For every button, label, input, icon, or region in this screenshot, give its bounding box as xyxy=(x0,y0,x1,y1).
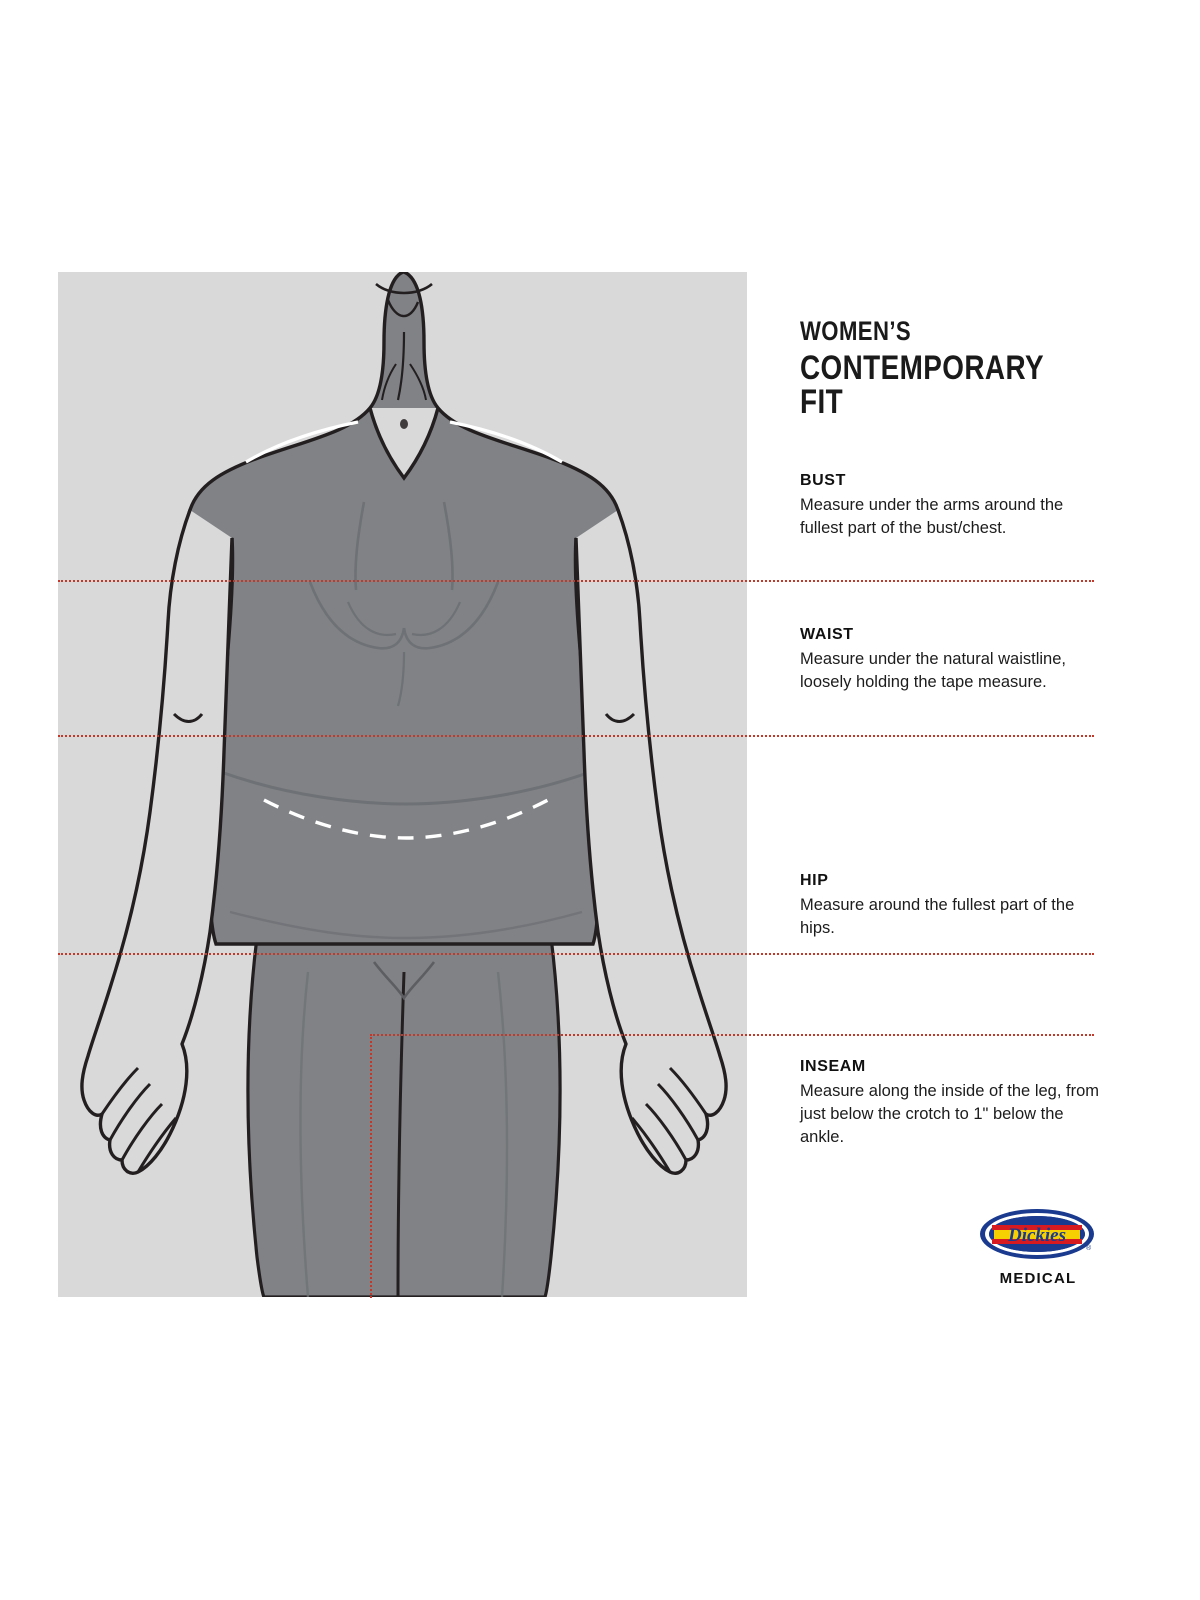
brand-logo xyxy=(978,1206,1098,1287)
measure-line-hip xyxy=(58,953,1094,955)
brand-sub-label: MEDICAL xyxy=(999,1270,1077,1287)
registered-mark: ® xyxy=(1086,1245,1092,1252)
figure-panel xyxy=(58,272,747,1297)
measurement-block-waist xyxy=(800,626,1100,694)
title-line-2: CONTEMPORARY FIT xyxy=(800,349,1044,421)
measurement-heading-bust: BUST xyxy=(800,472,846,489)
measurement-body-bust: Measure under the arms around the fullest part of the bust/chest. xyxy=(800,496,1064,537)
page-title xyxy=(800,318,1130,419)
measurement-heading-waist: WAIST xyxy=(800,626,854,643)
female-torso-illustration xyxy=(58,272,747,1297)
title-line-1: WOMEN’S xyxy=(800,316,912,346)
measure-line-inseam-vertical xyxy=(370,1034,372,1298)
measurement-block-inseam xyxy=(800,1058,1100,1148)
measure-line-waist xyxy=(58,735,1094,737)
measure-line-bust xyxy=(58,580,1094,582)
measure-line-inseam xyxy=(370,1034,1094,1036)
measurement-body-waist: Measure under the natural waistline, loosely holding the tape measure. xyxy=(800,650,1066,691)
measurement-heading-hip: HIP xyxy=(800,872,829,889)
dickies-wordmark: Dickies xyxy=(1007,1225,1067,1246)
measurement-body-inseam: Measure along the inside of the leg, from just below the crotch to 1" below the ankle. xyxy=(800,1082,1100,1146)
measurement-heading-inseam: INSEAM xyxy=(800,1058,866,1075)
measurement-body-hip: Measure around the fullest part of the hips. xyxy=(800,896,1075,937)
measurement-block-bust xyxy=(800,472,1100,540)
measurement-block-hip xyxy=(800,872,1100,940)
dickies-logo-badge xyxy=(978,1206,1096,1262)
